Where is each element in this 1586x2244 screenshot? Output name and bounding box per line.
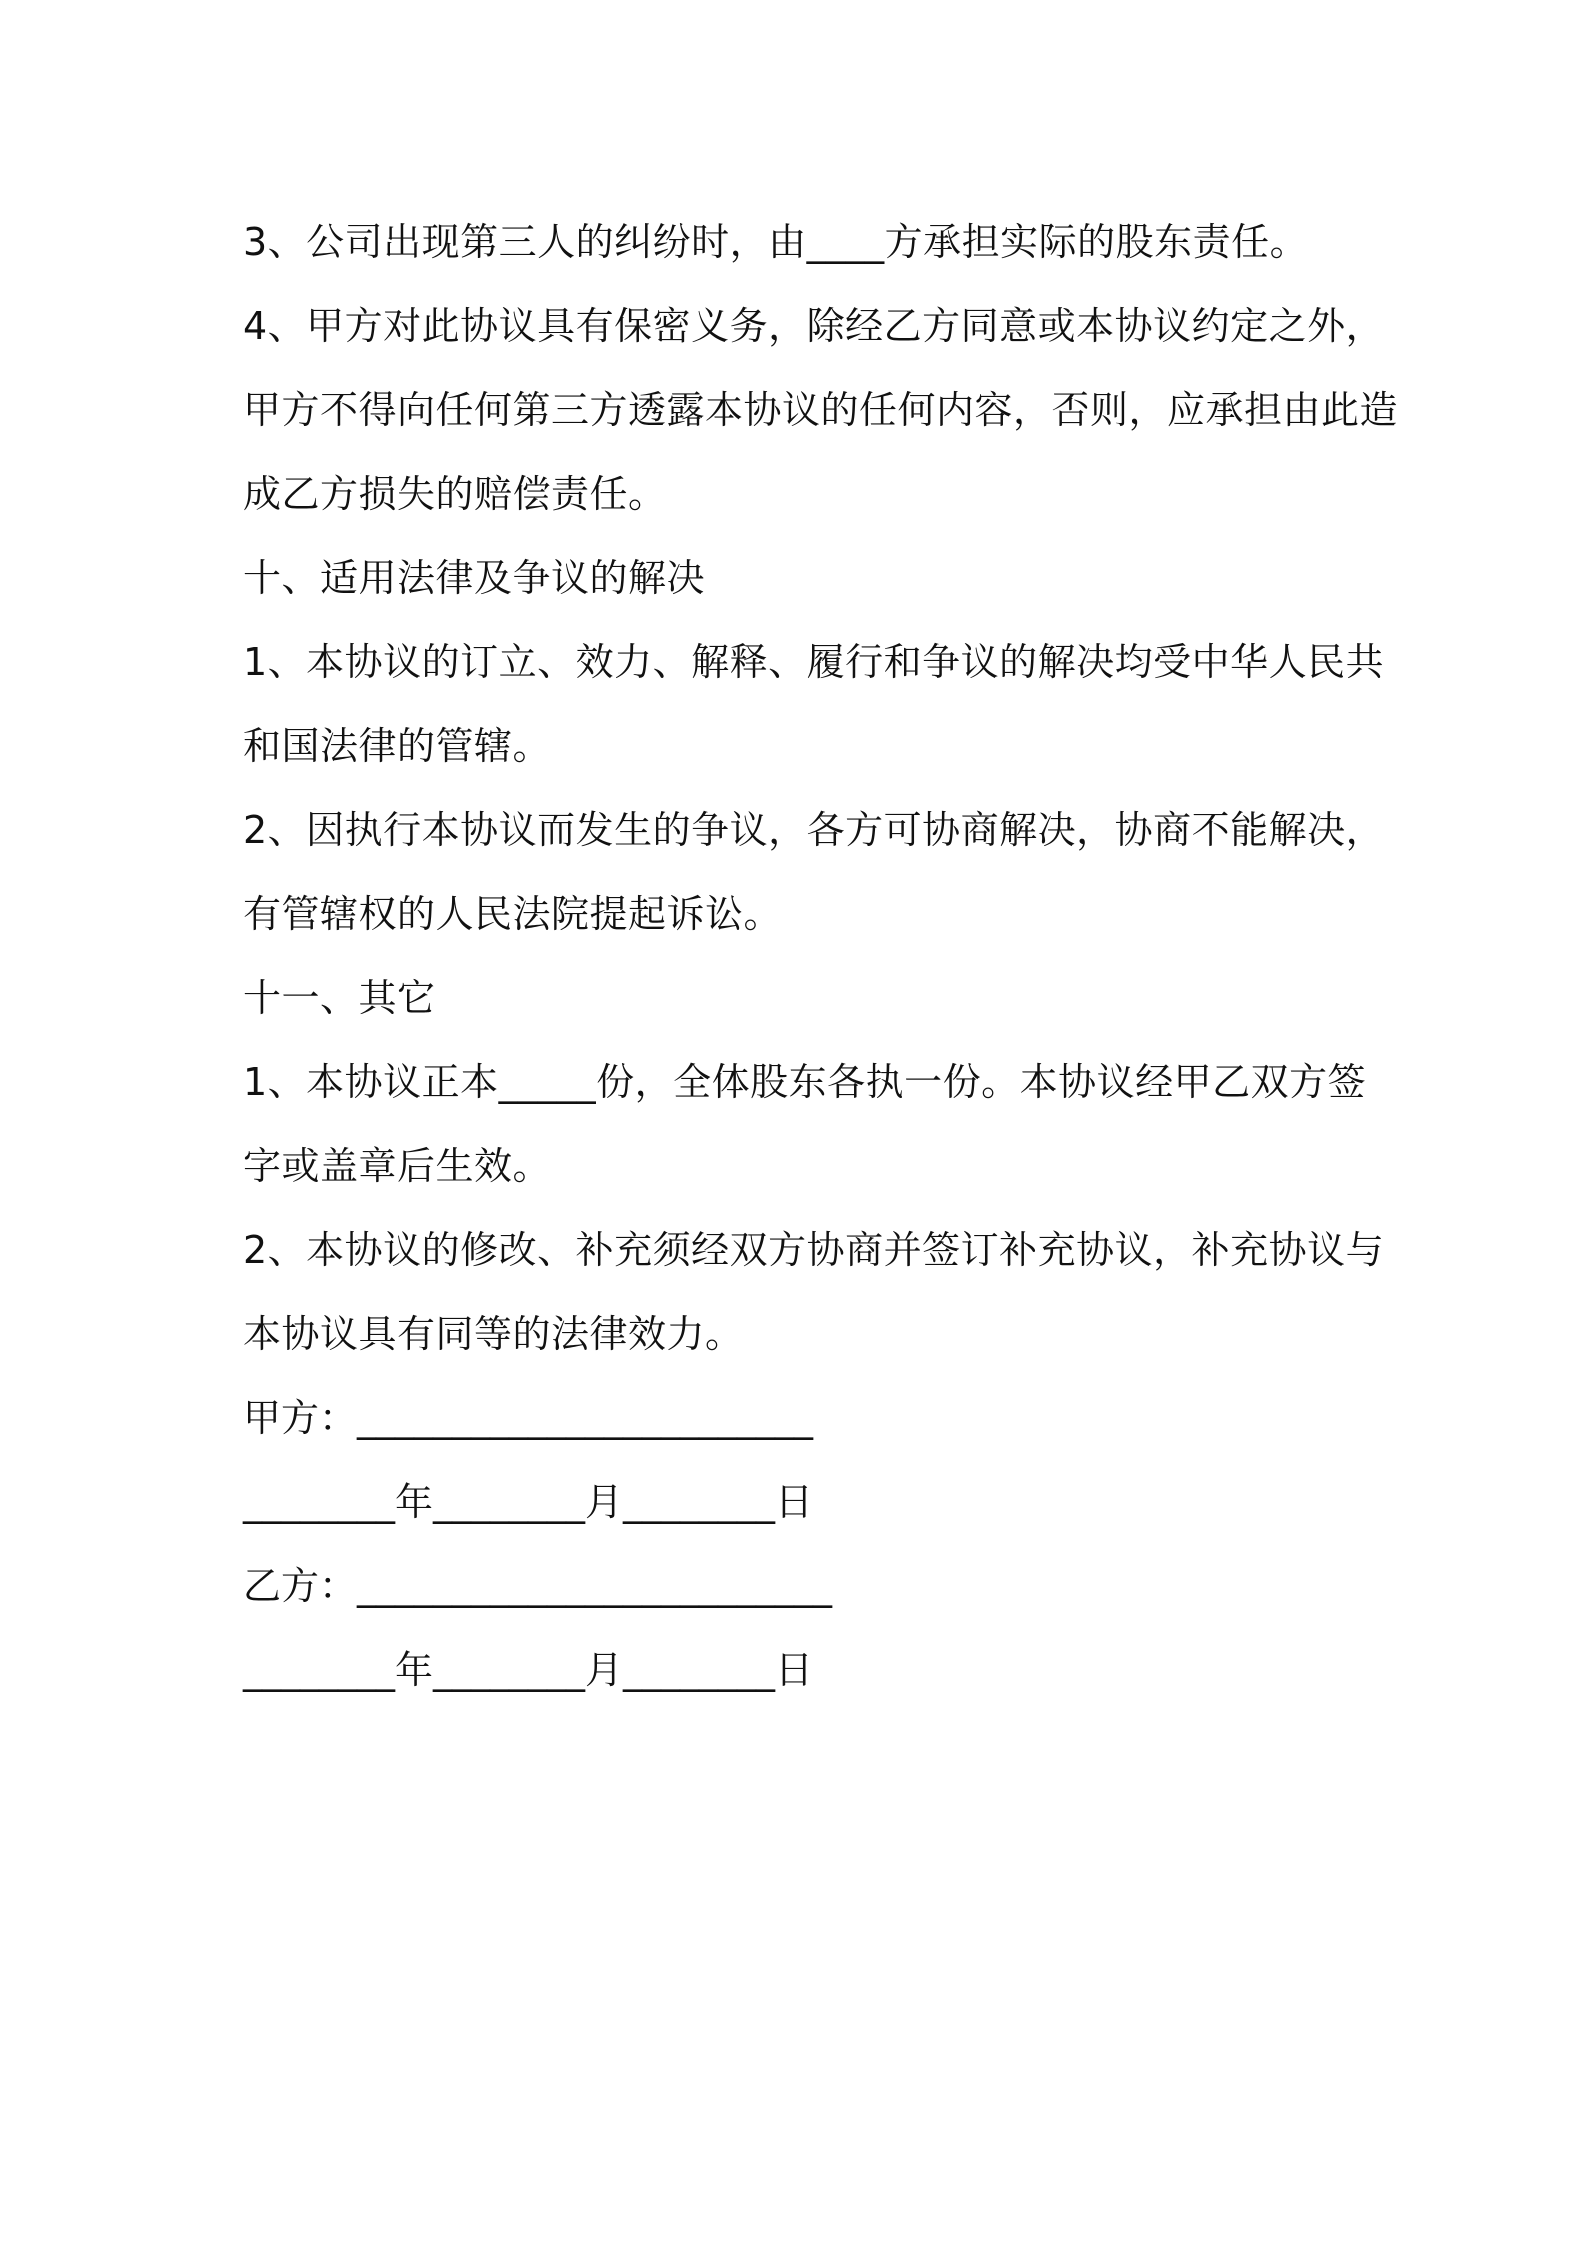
clause-9-4-line-1: 4、甲方对此协议具有保密义务，除经乙方同意或本协议约定之外， [243, 304, 1385, 348]
clause-9-3: 3、公司出现第三人的纠纷时，由____方承担实际的股东责任。 [243, 220, 1309, 264]
party-b-date: ________年________月________日 [243, 1648, 814, 1692]
party-b-signature: 乙方：_________________________ [243, 1564, 833, 1608]
clause-10-2-line-1: 2、因执行本协议而发生的争议，各方可协商解决，协商不能解决， [243, 808, 1385, 852]
clause-10-1-line-2: 和国法律的管辖。 [243, 724, 552, 768]
clause-11-1-line-1: 1、本协议正本_____份，全体股东各执一份。本协议经甲乙双方签 [243, 1060, 1367, 1104]
section-10-heading: 十、适用法律及争议的解决 [243, 556, 706, 600]
party-a-date: ________年________月________日 [243, 1480, 814, 1524]
clause-9-4-line-2: 甲方不得向任何第三方透露本协议的任何内容，否则，应承担由此造 [243, 388, 1399, 432]
clause-10-1-line-1: 1、本协议的订立、效力、解释、履行和争议的解决均受中华人民共 [243, 640, 1385, 684]
clause-11-2-line-1: 2、本协议的修改、补充须经双方协商并签订补充协议，补充协议与 [243, 1228, 1385, 1272]
clause-11-2-line-2: 本协议具有同等的法律效力。 [243, 1312, 744, 1356]
clause-10-2-line-2: 有管辖权的人民法院提起诉讼。 [243, 892, 783, 936]
clause-9-4-line-3: 成乙方损失的赔偿责任。 [243, 472, 667, 516]
party-a-signature: 甲方：________________________ [243, 1396, 814, 1440]
document-body [243, 200, 1399, 1712]
section-11-heading: 十一、其它 [243, 976, 436, 1020]
clause-11-1-line-2: 字或盖章后生效。 [243, 1144, 552, 1188]
